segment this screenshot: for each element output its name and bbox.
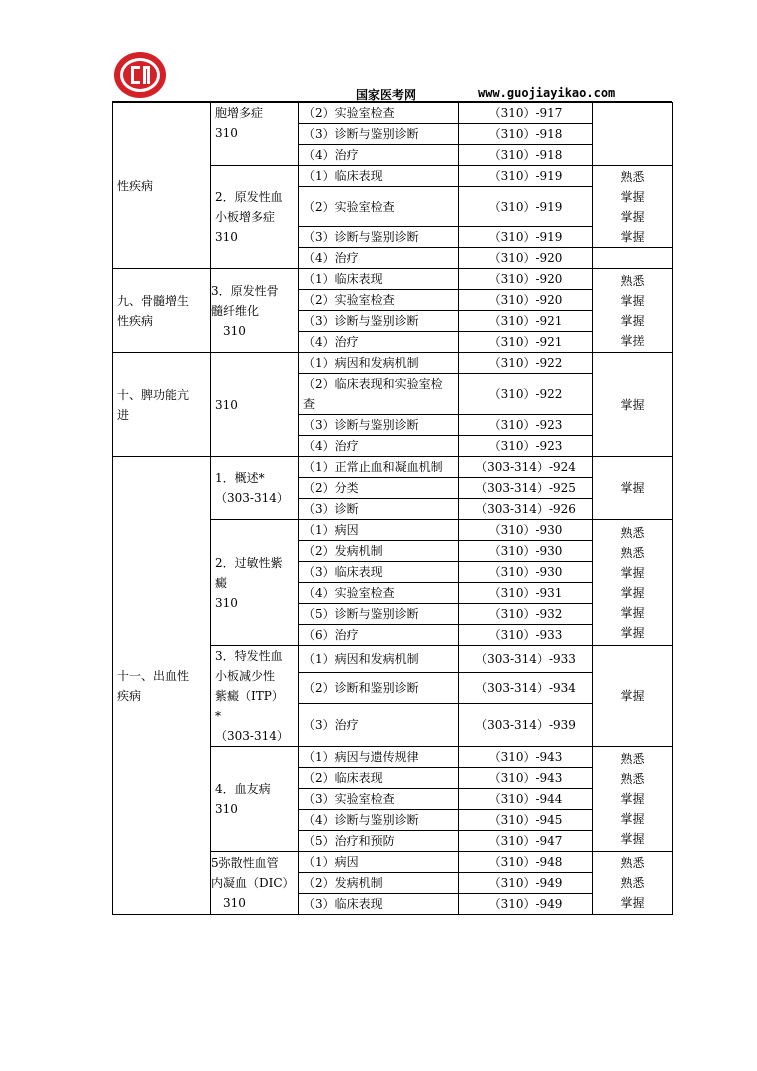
category-cell: 十一、出血性 疾病: [113, 457, 211, 915]
item-cell: （2）诊断和鉴别诊断: [299, 672, 459, 703]
item-cell: （2）发病机制: [299, 541, 459, 562]
level-cell: 掌握: [593, 353, 673, 457]
code-cell: （310）-923: [459, 415, 593, 436]
code-cell: （310）-918: [459, 124, 593, 145]
code-cell: （310）-919: [459, 187, 593, 227]
item-cell: （2）实验室检查: [299, 290, 459, 311]
item-cell: （2）发病机制: [299, 873, 459, 894]
syllabus-table: [112, 102, 673, 915]
item-cell: （1）病因: [299, 520, 459, 541]
item-cell: （4）治疗: [299, 436, 459, 457]
item-cell: （1）病因: [299, 852, 459, 873]
site-url[interactable]: www.guojiayikao.com: [478, 86, 616, 100]
table-row: [113, 103, 673, 124]
code-cell: （310）-943: [459, 747, 593, 768]
code-cell: （310）-930: [459, 520, 593, 541]
table-row: [113, 457, 673, 478]
code-cell: （310）-920: [459, 269, 593, 290]
code-cell: （303-314）-925: [459, 478, 593, 499]
level-cell: 掌握: [593, 457, 673, 520]
level-cell: 熟悉 掌握 掌握 掌搓: [593, 269, 673, 353]
code-cell: （310）-943: [459, 768, 593, 789]
code-cell: （310）-921: [459, 332, 593, 353]
code-cell: （310）-944: [459, 789, 593, 810]
code-cell: （303-314）-934: [459, 672, 593, 703]
topic-cell: 310: [211, 353, 299, 457]
item-cell: （4）治疗: [299, 145, 459, 166]
code-cell: （310）-930: [459, 562, 593, 583]
topic-cell: 3．特发性血 小板减少性 紫癜（ITP） * （303-314）: [211, 646, 299, 747]
code-cell: （303-314）-926: [459, 499, 593, 520]
level-cell: 熟悉 熟悉 掌握: [593, 852, 673, 915]
item-cell: （6）治疗: [299, 625, 459, 646]
level-cell: 掌握: [593, 646, 673, 747]
level-cell: 熟悉 熟悉 掌握 掌握 掌握 掌握: [593, 520, 673, 646]
item-cell: （4）治疗: [299, 332, 459, 353]
item-cell: （3）诊断与鉴别诊断: [299, 415, 459, 436]
item-cell: （3）临床表现: [299, 894, 459, 915]
item-cell: （3）诊断与鉴别诊断: [299, 124, 459, 145]
code-cell: （310）-919: [459, 166, 593, 187]
code-cell: （303-314）-933: [459, 646, 593, 673]
item-cell: （2）临床表现和实验室检查: [299, 374, 459, 415]
item-cell: （5）治疗和预防: [299, 831, 459, 852]
topic-cell: 4．血友病 310: [211, 747, 299, 852]
topic-cell: 1．概述* （303-314）: [211, 457, 299, 520]
item-cell: （2）实验室检查: [299, 103, 459, 124]
level-cell: [593, 103, 673, 166]
code-cell: （310）-921: [459, 311, 593, 332]
topic-cell: 3．原发性骨 髓纤维化 310: [211, 269, 299, 353]
item-cell: （3）实验室检查: [299, 789, 459, 810]
item-cell: （1）病因和发病机制: [299, 353, 459, 374]
item-cell: （3）临床表现: [299, 562, 459, 583]
code-cell: （310）-922: [459, 374, 593, 415]
item-cell: （3）诊断与鉴别诊断: [299, 311, 459, 332]
code-cell: （310）-920: [459, 290, 593, 311]
code-cell: （310）-922: [459, 353, 593, 374]
topic-cell: 2．原发性血 小板增多症 310: [211, 166, 299, 269]
site-name: 国家医考网: [356, 88, 417, 102]
medical-exam-logo: [112, 50, 168, 100]
table-row: [113, 269, 673, 290]
category-cell: 十、脾功能亢 进: [113, 353, 211, 457]
code-cell: （310）-931: [459, 583, 593, 604]
level-cell: 熟悉 掌握 掌握 掌握: [593, 166, 673, 248]
level-cell: [593, 248, 673, 269]
item-cell: （1）临床表现: [299, 166, 459, 187]
item-cell: （3）诊断与鉴别诊断: [299, 227, 459, 248]
table-row: [113, 353, 673, 374]
item-cell: （4）诊断与鉴别诊断: [299, 810, 459, 831]
code-cell: （310）-945: [459, 810, 593, 831]
code-cell: （310）-918: [459, 145, 593, 166]
item-cell: （2）分类: [299, 478, 459, 499]
code-cell: （310）-920: [459, 248, 593, 269]
topic-cell: 胞增多症 310: [211, 103, 299, 166]
item-cell: （4）实验室检查: [299, 583, 459, 604]
item-cell: （1）病因和发病机制: [299, 646, 459, 673]
category-cell: 性疾病: [113, 103, 211, 269]
code-cell: （310）-948: [459, 852, 593, 873]
code-cell: （310）-932: [459, 604, 593, 625]
item-cell: （4）治疗: [299, 248, 459, 269]
topic-cell: 2．过敏性紫 癜 310: [211, 520, 299, 646]
item-cell: （1）正常止血和凝血机制: [299, 457, 459, 478]
level-cell: 熟悉 熟悉 掌握 掌握 掌握: [593, 747, 673, 852]
code-cell: （310）-919: [459, 227, 593, 248]
item-cell: （3）诊断: [299, 499, 459, 520]
item-cell: （2）临床表现: [299, 768, 459, 789]
code-cell: （303-314）-939: [459, 703, 593, 746]
code-cell: （310）-930: [459, 541, 593, 562]
item-cell: （1）临床表现: [299, 269, 459, 290]
code-cell: （310）-949: [459, 894, 593, 915]
code-cell: （310）-949: [459, 873, 593, 894]
item-cell: （2）实验室检查: [299, 187, 459, 227]
code-cell: （310）-933: [459, 625, 593, 646]
code-cell: （310）-947: [459, 831, 593, 852]
category-cell: 九、骨髓增生 性疾病: [113, 269, 211, 353]
topic-cell: 5弥散性血管 内凝血（DIC） 310: [211, 852, 299, 915]
item-cell: （1）病因与遗传规律: [299, 747, 459, 768]
code-cell: （310）-923: [459, 436, 593, 457]
code-cell: （303-314）-924: [459, 457, 593, 478]
item-cell: （3）治疗: [299, 703, 459, 746]
code-cell: （310）-917: [459, 103, 593, 124]
item-cell: （5）诊断与鉴别诊断: [299, 604, 459, 625]
